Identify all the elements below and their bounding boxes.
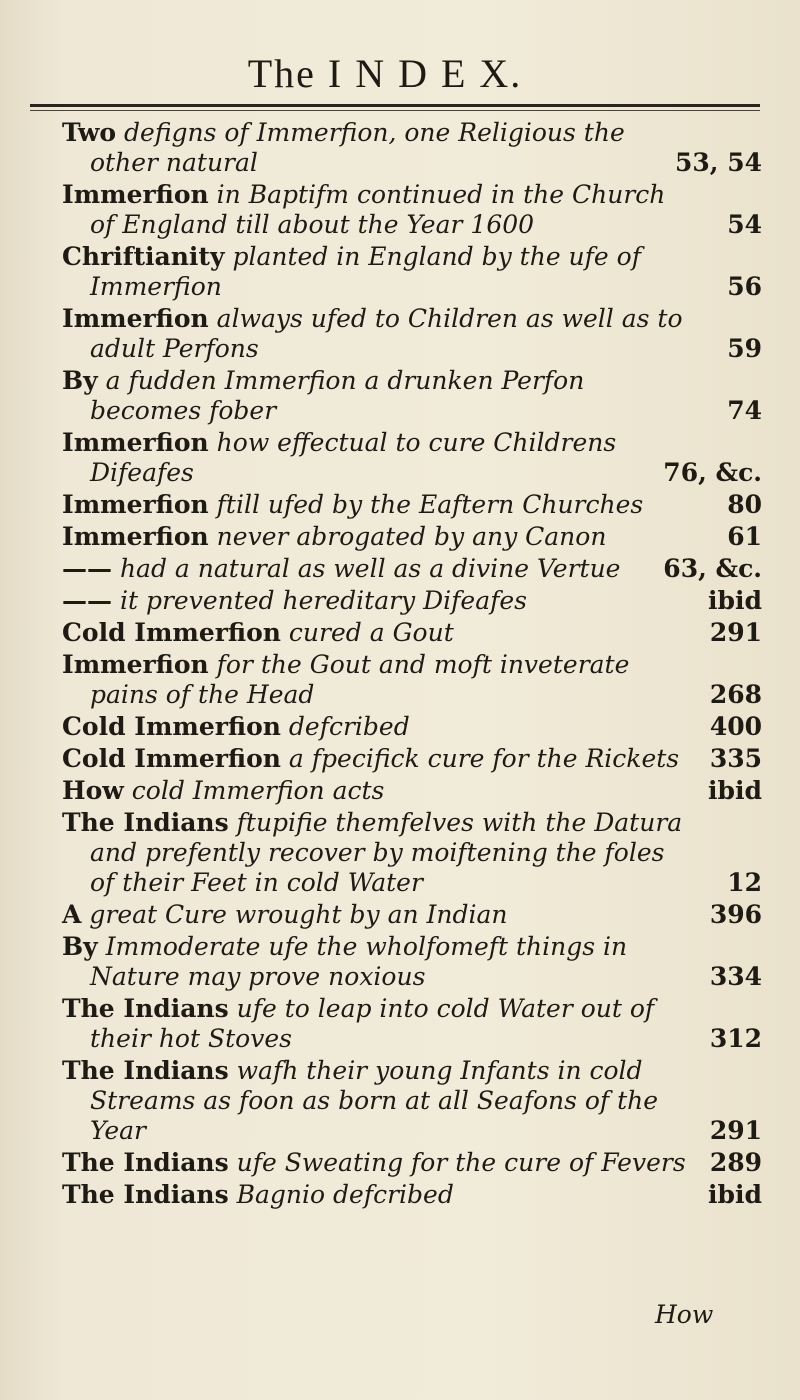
page-ref: ibid <box>708 1180 762 1209</box>
index-entry: Immerfion how effectual to cure Childrens Difeafes 76, &c. <box>62 428 762 487</box>
index-entry: The Indians ftupifie themfelves with the Datura and prefently recover by moiftening the foles of their Feet in cold Water 12 <box>62 808 762 897</box>
index-entry: Immerfion in Baptifm continued in the Church of England till about the Year 1600 54 <box>62 180 762 239</box>
index-entry: How cold Immerfion acts ibid <box>62 776 762 805</box>
page-ref: 334 <box>709 962 762 991</box>
page-ref: 74 <box>727 396 762 425</box>
page-ref: 400 <box>709 712 762 741</box>
index-entry: Immerfion for the Gout and moft inveterate pains of the Head 268 <box>62 650 762 709</box>
page-ref: 80 <box>727 490 762 519</box>
page-title: The I N D E X. <box>247 51 523 96</box>
index-entry: —— had a natural as well as a divine Vertue 63, &c. <box>62 554 762 583</box>
index-entry: A great Cure wrought by an Indian 396 <box>62 900 762 929</box>
index-entry: By a fudden Immerfion a drunken Perfon becomes fober 74 <box>62 366 762 425</box>
page-ref: 63, &c. <box>663 554 762 583</box>
index-entry: Two defigns of Immerfion, one Religious the other natural 53, 54 <box>62 118 762 177</box>
index-entry: Immerfion ftill ufed by the Eaftern Churches 80 <box>62 490 762 519</box>
index-entry: Cold Immerfion a fpecifick cure for the Rickets 335 <box>62 744 762 773</box>
page-ref: ibid <box>708 776 762 805</box>
page-ref: 76, &c. <box>663 458 762 487</box>
page-ref: 268 <box>709 680 762 709</box>
page-ref: 12 <box>727 868 762 897</box>
page-ref: 335 <box>709 744 762 773</box>
index-entry: Cold Immerfion cured a Gout 291 <box>62 618 762 647</box>
header-rule-thin <box>30 110 760 111</box>
page-ref: 291 <box>709 618 762 647</box>
running-header <box>150 48 620 100</box>
page-ref: 291 <box>709 1116 762 1145</box>
page-ref: 312 <box>709 1024 762 1053</box>
index-entry: Immerfion always ufed to Children as well as to adult Perfons 59 <box>62 304 762 363</box>
index-entry: Cold Immerfion defcribed 400 <box>62 712 762 741</box>
index-entry: Chriftianity planted in England by the ufe of Immerfion 56 <box>62 242 762 301</box>
index-entry: The Indians wafh their young Infants in cold Streams as foon as born at all Seafons of the Year 291 <box>62 1056 762 1145</box>
index-entry: The Indians ufe Sweating for the cure of Fevers 289 <box>62 1148 762 1177</box>
index-entry: The Indians Bagnio defcribed ibid <box>62 1180 762 1209</box>
catchword: How <box>655 1300 714 1329</box>
index-entry: The Indians ufe to leap into cold Water out of their hot Stoves 312 <box>62 994 762 1053</box>
page-ref: 54 <box>727 210 762 239</box>
page-ref: 53, 54 <box>675 148 762 177</box>
page-ref: 56 <box>727 272 762 301</box>
index-entry: By Immoderate ufe the wholfomeft things in Nature may prove noxious 334 <box>62 932 762 991</box>
page-ref: 61 <box>727 522 762 551</box>
page-ref: 289 <box>709 1148 762 1177</box>
header-rule <box>30 104 760 107</box>
page-ref: 59 <box>727 334 762 363</box>
index-entry: Immerfion never abrogated by any Canon 61 <box>62 522 762 551</box>
page-ref: 396 <box>709 900 762 929</box>
index-entry: —— it prevented hereditary Difeafes ibid <box>62 586 762 615</box>
index-list <box>62 118 762 1212</box>
page-ref: ibid <box>708 586 762 615</box>
